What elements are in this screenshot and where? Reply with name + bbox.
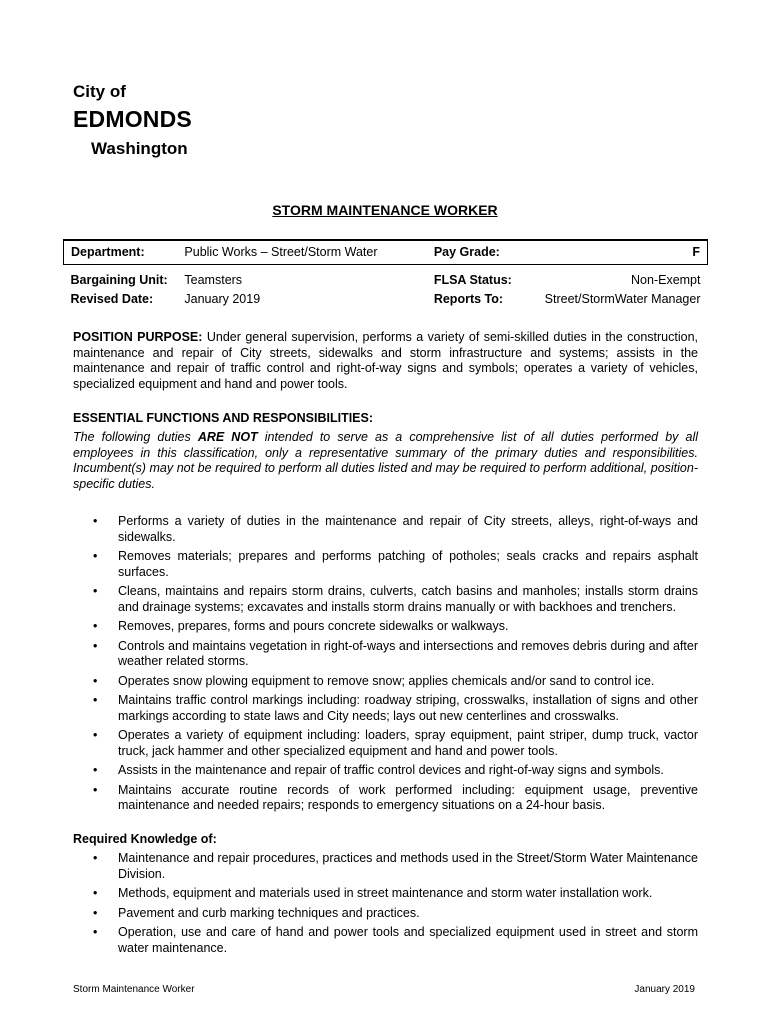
department-value: Public Works – Street/Storm Water: [177, 240, 426, 264]
list-item: [73, 619, 698, 635]
bullet-icon: •: [93, 763, 98, 777]
department-label: Department:: [64, 240, 178, 264]
state-name: Washington: [91, 139, 188, 158]
list-item: [73, 886, 698, 902]
job-title: STORM MAINTENANCE WORKER: [272, 202, 498, 218]
essential-functions-heading: ESSENTIAL FUNCTIONS AND RESPONSIBILITIES:: [73, 411, 374, 425]
list-item-text: Removes materials; prepares and performs patching of potholes; seals cracks and repairs asphalt surfaces.: [118, 549, 698, 579]
list-item: [73, 674, 698, 690]
bullet-icon: •: [93, 886, 98, 900]
bullet-icon: •: [93, 584, 98, 598]
list-item-text: Operates a variety of equipment including: loaders, spray equipment, paint striper, dump truck, vactor truck, jack hammer and other specialized equipment and hand and power tools.: [118, 728, 698, 758]
bullet-icon: •: [93, 782, 98, 797]
revised-value: January 2019: [184, 291, 261, 306]
bullet-icon: •: [93, 851, 98, 865]
list-item: [73, 514, 698, 545]
list-item-text: Performs a variety of duties in the maintenance and repair of City streets, alleys, right-of-ways and sidewalks.: [118, 514, 698, 544]
pay-grade-label: Pay Grade:: [427, 240, 532, 264]
bullet-icon: •: [93, 549, 98, 563]
list-item-text: Cleans, maintains and repairs storm drains, culverts, catch basins and manholes; installs storm drains and drainage systems; excavates and installs storm drains manually or with backhoes and trenchers.: [118, 584, 698, 614]
list-item: [73, 925, 698, 956]
info-row-department: [64, 240, 708, 264]
list-item-text: Methods, equipment and materials used in street maintenance and storm water installation work.: [118, 886, 653, 900]
list-item: [73, 783, 698, 814]
list-item: [73, 763, 698, 779]
position-purpose-text: Under general supervision, performs a variety of semi-skilled duties in the construction, maintenance and repair of City streets, sidewalks and storm infrastructure and systems; assists in the maintenance and repair of traffic control and right-of-way signs and symbols; operates a variety of vehicles, specialized equipment and hand and power tools.: [73, 330, 698, 391]
footer-date: January 2019: [634, 984, 695, 995]
list-item: [73, 906, 698, 922]
list-item: [73, 549, 698, 580]
job-info-table: [63, 239, 708, 308]
bargaining-value: Teamsters: [184, 272, 243, 287]
list-item-text: Operation, use and care of hand and power tools and specialized equipment used in street and storm water maintenance.: [118, 925, 698, 955]
intro-after: intended to serve as a comprehensive list of all duties performed by all employees in this classification, only a representative summary of the primary duties and responsibilities. Incumbent(s) may not be required to perform all duties listed and may be required to perform additional, position-specific duties.: [73, 430, 699, 491]
list-item-text: Controls and maintains vegetation in right-of-ways and intersections and removes debris during and after weather related storms.: [118, 638, 698, 668]
list-item: [73, 584, 698, 615]
list-item-text: Maintains traffic control markings including: roadway striping, crosswalks, installation of signs and other markings according to state laws and City needs; lays out new centerlines and crosswalks.: [118, 693, 698, 723]
list-item-text: Assists in the maintenance and repair of traffic control devices and right-of-way signs and symbols.: [118, 763, 664, 777]
reports-label: Reports To:: [433, 291, 504, 306]
city-of-label: City of: [73, 82, 126, 101]
revised-label: Revised Date:: [70, 291, 154, 306]
bullet-icon: •: [93, 728, 98, 742]
bullet-icon: •: [93, 925, 98, 939]
list-item: [73, 851, 698, 882]
bullet-icon: •: [93, 638, 98, 653]
list-item-text: Operates snow plowing equipment to remove snow; applies chemicals and/or sand to control ice.: [118, 673, 655, 688]
city-name: EDMONDS: [73, 106, 192, 132]
footer-title: Storm Maintenance Worker: [73, 984, 195, 995]
intro-before: The following duties: [73, 430, 198, 444]
position-purpose: [73, 330, 698, 392]
required-knowledge-heading: Required Knowledge of:: [73, 832, 217, 846]
list-item-text: Pavement and curb marking techniques and practices.: [118, 905, 420, 920]
list-item-text: Removes, prepares, forms and pours concrete sidewalks or walkways.: [118, 619, 509, 633]
bullet-icon: •: [93, 905, 98, 920]
pay-grade-value: F: [532, 240, 708, 264]
info-row-bargaining: [64, 270, 708, 289]
intro-bold: ARE NOT: [197, 430, 258, 444]
bullet-icon: •: [93, 673, 98, 688]
bullet-icon: •: [93, 514, 98, 528]
bargaining-label: Bargaining Unit:: [70, 272, 168, 287]
flsa-value: Non-Exempt: [631, 272, 701, 287]
list-item-text: Maintenance and repair procedures, practices and methods used in the Street/Storm Water Maintenance Division.: [118, 851, 698, 881]
flsa-label: FLSA Status:: [433, 272, 512, 287]
position-purpose-lead: POSITION PURPOSE:: [73, 330, 203, 344]
bullet-icon: •: [93, 693, 98, 707]
info-row-revised: [64, 289, 708, 308]
required-knowledge-list: [73, 851, 698, 960]
list-item: [73, 728, 698, 759]
bullet-icon: •: [93, 619, 98, 633]
essential-functions-list: [73, 514, 698, 818]
essential-functions-intro: [73, 430, 698, 492]
list-item: [73, 639, 698, 670]
list-item-text: Maintains accurate routine records of work performed including: equipment usage, preventive maintenance and needed repairs; responds to emergency situations on a 24-hour basis.: [118, 782, 698, 812]
list-item: [73, 693, 698, 724]
reports-value: Street/StormWater Manager: [544, 291, 701, 306]
